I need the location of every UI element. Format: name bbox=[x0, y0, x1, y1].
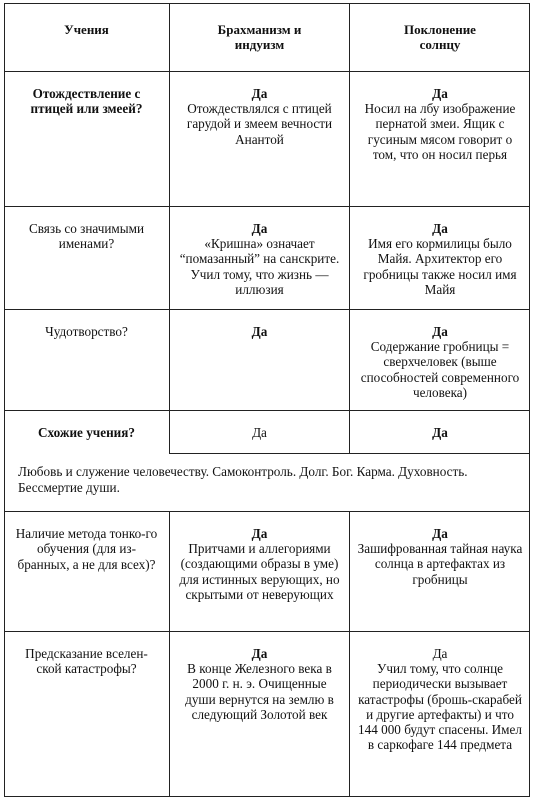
yes-label: Да bbox=[432, 86, 448, 101]
brahmanism-cell bbox=[169, 512, 349, 631]
sun-worship-cell bbox=[349, 72, 530, 206]
question-text: Предсказание вселен-ской катастрофы? bbox=[25, 646, 148, 677]
yes-label: Да bbox=[252, 425, 267, 440]
brahmanism-cell bbox=[169, 72, 349, 206]
question-cell bbox=[4, 207, 169, 309]
sun-worship-cell bbox=[349, 632, 530, 797]
question-cell bbox=[4, 72, 169, 206]
brahmanism-cell bbox=[169, 632, 349, 797]
question-cell bbox=[4, 411, 169, 454]
table-row bbox=[4, 511, 530, 631]
header-cell-teachings bbox=[4, 4, 169, 71]
question-text: Схожие учения? bbox=[38, 425, 135, 440]
sun-worship-cell bbox=[349, 207, 530, 309]
yes-label: Да bbox=[432, 425, 448, 440]
header-brahmanism: Брахманизм и индуизм bbox=[217, 22, 302, 52]
table-row bbox=[4, 71, 530, 206]
yes-label: Да bbox=[251, 646, 268, 661]
sun-worship-cell bbox=[349, 411, 530, 454]
answer-text: В конце Железного века в 2000 г. н. э. Очищенные души вернутся на землю в следующий Золотой век bbox=[185, 661, 334, 722]
header-cell-sun-worship bbox=[349, 4, 530, 71]
yes-label: Да bbox=[251, 324, 268, 339]
table-row bbox=[4, 631, 530, 797]
yes-label: Да bbox=[251, 86, 268, 101]
answer-text: Притчами и аллегориями (создающими образы в уме) для истинных верующих, но скрытыми от неверующих bbox=[179, 541, 340, 602]
brahmanism-cell bbox=[169, 207, 349, 309]
question-text: Наличие метода тонко-го обучения (для из-бранных, а не для всех)? bbox=[15, 526, 158, 572]
yes-label: Да bbox=[432, 324, 448, 339]
question-cell bbox=[4, 310, 169, 410]
question-text: Связь со значимыми именами? bbox=[28, 221, 145, 252]
answer-text: Учил тому, что солнце периодически вызывает катастрофы (брошь-скарабей и другие артефакты) и что 144 000 будут спасены. Имел в саркофаге 144 предмета bbox=[358, 661, 522, 753]
answer-text: Отождествлялся с птицей гарудой и змеем вечности Анантой bbox=[186, 101, 333, 147]
sun-worship-cell bbox=[349, 512, 530, 631]
table-row bbox=[4, 410, 530, 454]
yes-label: Да bbox=[432, 526, 448, 541]
comparison-table bbox=[4, 3, 530, 797]
header-teachings: Учения bbox=[64, 22, 109, 37]
answer-text: Зашифрованная тайная наука солнца в артефактах из гробницы bbox=[357, 541, 523, 587]
table-row bbox=[4, 309, 530, 410]
question-text: Чудотворство? bbox=[45, 324, 128, 339]
yes-label: Да bbox=[251, 221, 268, 236]
similar-teachings-text: Любовь и служение человечеству. Самоконтроль. Долг. Бог. Карма. Духовность. Бессмертие души. bbox=[18, 464, 468, 495]
table-header-row bbox=[4, 3, 530, 71]
brahmanism-cell bbox=[169, 310, 349, 410]
question-cell bbox=[4, 512, 169, 631]
header-cell-brahmanism bbox=[169, 4, 349, 71]
yes-label: Да bbox=[432, 646, 448, 661]
yes-label: Да bbox=[251, 526, 268, 541]
brahmanism-cell bbox=[169, 411, 349, 454]
question-cell bbox=[4, 632, 169, 797]
table-row bbox=[4, 206, 530, 309]
answer-text: Содержание гробницы = сверхчеловек (выше способностей современного человека) bbox=[360, 339, 520, 400]
header-sun-worship: Поклонение солнцу bbox=[404, 22, 476, 52]
answer-text: Имя его кормилицы было Майя. Архитектор его гробницы также носил имя Майя bbox=[363, 236, 517, 297]
answer-text: «Кришна» означает “помазанный” на санскрите. Учил тому, что жизнь — иллюзия bbox=[179, 236, 340, 297]
answer-text: Носил на лбу изображение пернатой змеи. Ящик с гусиным мясом говорит о том, что он носил перья bbox=[364, 101, 516, 162]
yes-label: Да bbox=[432, 221, 448, 236]
question-text: Отождествление с птицей или змеей? bbox=[30, 86, 143, 117]
sun-worship-cell bbox=[349, 310, 530, 410]
